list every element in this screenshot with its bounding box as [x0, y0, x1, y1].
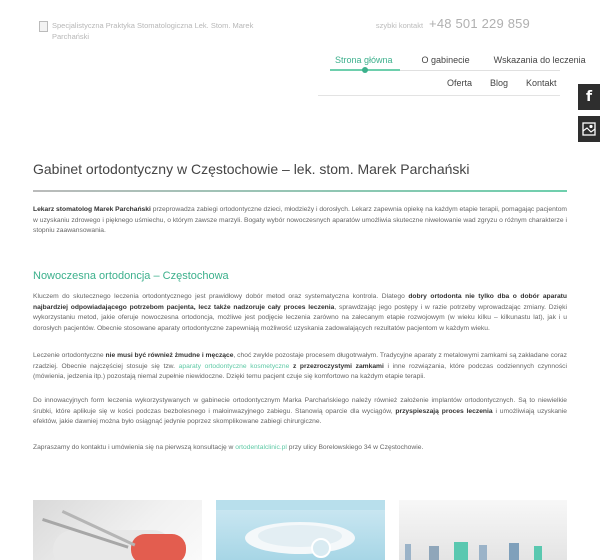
clinic-image[interactable] [399, 500, 567, 560]
p3-bold: przyspieszają proces leczenia [395, 407, 493, 415]
p2-bold-1: nie musi być również żmudne i męczące [105, 352, 234, 359]
secondary-nav [447, 78, 557, 88]
section-heading: Nowoczesna ortodoncja – Częstochowa [33, 270, 229, 282]
section-paragraph-2 [33, 351, 567, 383]
p2-text-2: , choć zwykle pozostaje procesem długotrwałym. Tradycyjne aparaty z metalowymi zamkami są zakładane coraz rzadziej. Obecnie najczęściej stosuje się tzw. [33, 352, 567, 370]
clinic-illustration [399, 500, 567, 560]
nav-offer[interactable]: Oferta [447, 78, 473, 88]
logo-alt-text: Specjalistyczna Praktyka Stomatologiczna Lek. Stom. Marek Parchański [52, 21, 254, 41]
broken-image-icon [39, 21, 48, 32]
p2-bold-2: z przezroczystymi zamkami [289, 362, 384, 370]
p3-text-1: Do innowacyjnych form leczenia wykorzystywanych w gabinecie ortodontycznym Marka Parchańskiego należy również założenie implantów ortodontycznych. Są to niewielkie śrubki, które aplikuje się w kości podczas bezbolesnego i małoinwazyjnego zabiegu. Stanowią oparcie dla wyciągów, [33, 397, 567, 415]
dental-model-image[interactable] [216, 500, 385, 560]
nav-contact[interactable]: Kontakt [526, 78, 557, 88]
map-button[interactable] [578, 116, 600, 142]
quick-contact-label: szybki kontakt [375, 21, 424, 30]
p4-text-1: Zapraszamy do kontaktu i umówienia się na pierwszą konsultację w [33, 444, 236, 451]
quick-contact [376, 16, 530, 31]
p2-text-1: Leczenie ortodontyczne [33, 352, 106, 359]
p2-text-3: i inne rozwiązania, które podczas codziennych czynności (mówienia, jedzenia itp.) pozostają niemal zupełnie niewidoczne. Dzięki temu pacjent czuje się komfortowo na każdym etapie terapii. [33, 362, 567, 381]
page-title: Gabinet ortodontyczny w Częstochowie – lek. stom. Marek Parchański [33, 161, 470, 177]
phone-number[interactable]: +48 501 229 859 [429, 16, 530, 31]
title-underline [33, 190, 567, 192]
nav-blog[interactable]: Blog [490, 78, 509, 88]
section-paragraph-1 [33, 292, 567, 334]
dental-tools-illustration [33, 500, 202, 560]
intro-bold: Lekarz stomatolog Marek Parchański [33, 206, 151, 213]
dental-tools-image[interactable] [33, 500, 202, 560]
p1-bold: dobry ortodonta nie tylko dba o dobór aparatu najbardziej odpowiadającego potrzebom pacjenta, lecz także nadzoruje cały proces leczenia [33, 293, 567, 311]
clinic-website-link[interactable]: ortodentalclinic.pl [235, 444, 287, 451]
map-icon [582, 122, 596, 136]
p3-text-2: i umożliwiają uzyskanie efektów, jakie dawniej można było osiągnąć jedynie poprzez skomplikowane zabiegi chirurgiczne. [33, 407, 567, 426]
logo[interactable] [39, 20, 274, 42]
nav-home[interactable]: Strona główna [335, 55, 393, 65]
section-paragraph-3 [33, 396, 567, 428]
cosmetic-braces-link[interactable]: aparaty ortodontyczne kosmetyczne [178, 362, 290, 370]
nav-active-dot [362, 67, 368, 73]
facebook-button[interactable] [578, 84, 600, 110]
intro-text: przeprowadza zabiegi ortodontyczne dzieci, młodzieży i dorosłych. Lekarz zapewnia opiekę na każdym etapie terapii, pomagając pacjentom w uzyskaniu zdrowego i pięknego uśmiechu, o którym zawsze marzyli. Bogaty wybór nowoczesnych aparatów umożliwia skuteczne niwelowanie wad zgryzu o różnym charakterze i stopniu zaawansowania. [33, 206, 567, 235]
p4-text-2: przy ulicy Borelowskiego 34 w Częstochowie. [286, 444, 424, 451]
section-paragraph-4 [33, 443, 567, 454]
main-nav [335, 55, 586, 65]
p1-text-2: , sprawdzając jego postępy i w razie potrzeby wprowadzając zmiany. Dzięki wykorzystaniu metod, jakie oferuje nowoczesna ortodoncja, możliwe jest podjęcie leczenia zarówno na zalecanym etapie rozwojowym (w wieku kilku – kilkunastu lat), jak i u dorosłych pacjentów. Obecnie stosowane aparaty ortodontyczne zapewniają możliwość uzyskania zadowalających rezultatów pacjentom w każdym wieku. [33, 303, 567, 332]
dental-model-illustration [216, 500, 385, 560]
p1-text-1: Kluczem do skutecznego leczenia ortodontycznego jest prawidłowy dobór metod oraz systematyczna kontrola. Dlatego [33, 293, 409, 300]
nav-bottom-divider [318, 95, 560, 96]
nav-indications[interactable]: Wskazania do leczenia [493, 55, 586, 65]
facebook-icon: f [585, 89, 593, 105]
nav-about[interactable]: O gabinecie [421, 55, 470, 65]
intro-paragraph [33, 205, 567, 237]
